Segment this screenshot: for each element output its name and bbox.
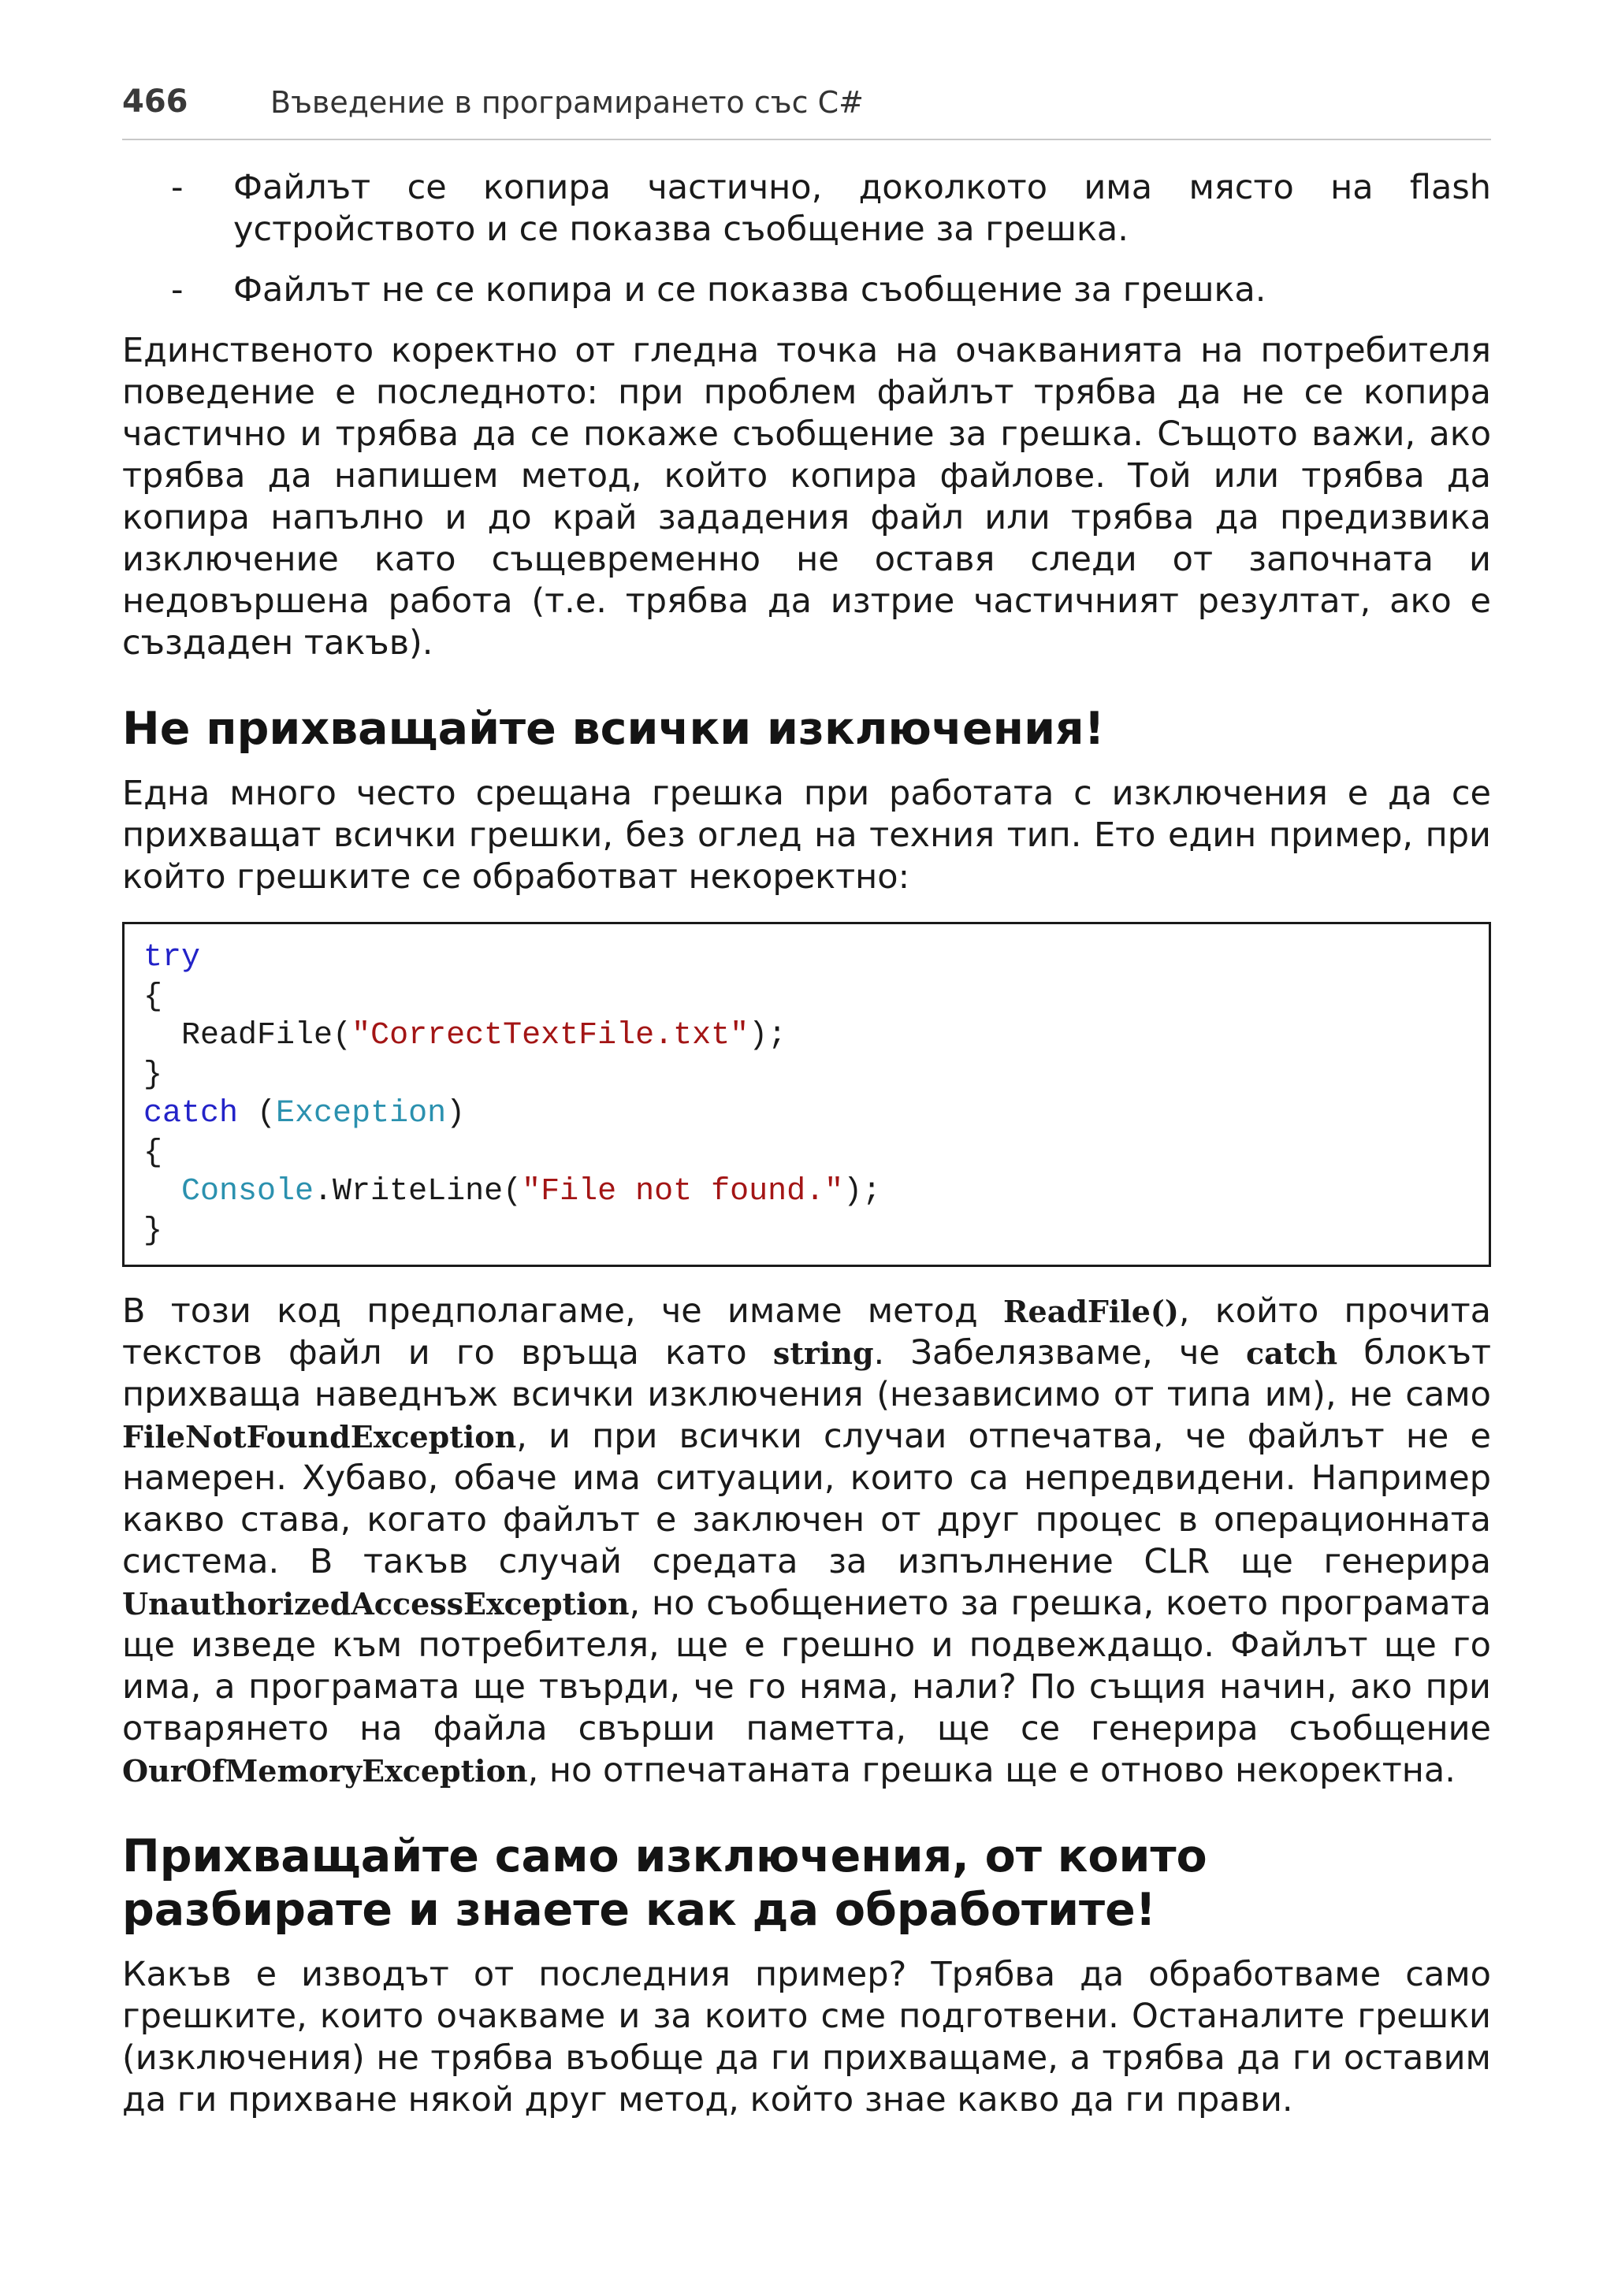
heading-dont-catch-all: Не прихващайте всички изключения! [122, 703, 1105, 755]
code-punct: ( [238, 1096, 277, 1131]
code-call: .WriteLine( [314, 1174, 523, 1209]
page-content [122, 167, 1491, 2121]
code-indent [143, 1018, 181, 1053]
paragraph-common-mistake: Една много често срещана грешка при работата с изключения е да се прихващат всички грешки, без оглед на техния тип. Ето един пример, при който грешките се обработват некоректно: [122, 774, 1491, 897]
dash-list [122, 167, 1491, 311]
text-run: , който прочита текстов файл и го връща като [122, 1291, 1491, 1373]
page-number: 466 [122, 84, 188, 120]
code-brace: } [143, 1213, 163, 1249]
code-punct: ); [843, 1174, 882, 1209]
list-item-text: Файлът не се копира и се показва съобщение за грешка. [233, 270, 1266, 310]
code-type: Console [181, 1174, 314, 1209]
paragraph-code-explanation [122, 1291, 1491, 1792]
inline-code: OurOfMemoryException [122, 1753, 528, 1789]
code-brace: { [143, 979, 163, 1015]
code-line [143, 1212, 1489, 1251]
code-line [143, 938, 1489, 978]
dash-marker: - [171, 270, 184, 310]
inline-code: catch [1246, 1336, 1338, 1371]
book-title: Въведение в програмирането със C# [270, 85, 864, 120]
list-item-text: Файлът се копира частично, доколкото има място на flash устройството и се показва съобщение за грешка. [233, 168, 1491, 249]
code-block [122, 922, 1491, 1267]
text-run: . Забелязваме, че [873, 1333, 1247, 1373]
code-brace: } [143, 1057, 163, 1093]
heading-catch-only-known: Прихващайте само изключения, от които разбирате и знаете как да обработите! [122, 1830, 1207, 1936]
code-keyword: catch [143, 1096, 239, 1131]
paragraph-expected-behavior: Единственото коректно от гледна точка на очакванията на потребителя поведение е последното: при проблем файлът трябва да не се копира частично и трябва да се покаже съобщение за грешка. Същото важи, ако трябва да напишем метод, който копира файлове. Той или трябва да копира напълно и до край зададения файл или трябва да предизвика изключение като същевременно не оставя следи от започната и недовършена работа (т.е. трябва да изтрие частичният резултат, ако е създаден такъв). [122, 331, 1491, 663]
code-line [143, 1016, 1489, 1056]
code-line [143, 1134, 1489, 1173]
code-string: "File not found." [522, 1174, 844, 1209]
text-run: В този код предполагаме, че имаме метод [122, 1291, 1003, 1331]
inline-code: FileNotFoundException [122, 1419, 517, 1455]
list-item [122, 269, 1491, 311]
text-run: блокът прихваща наведнъж всички изключения (независимо от типа им), не само [122, 1333, 1491, 1414]
code-string: "CorrectTextFile.txt" [351, 1018, 749, 1053]
paragraph-conclusion: Какъв е изводът от последния пример? Трябва да обработваме само грешките, които очакваме и за които сме подготвени. Останалите грешки (изключения) не трябва въобще да ги прихващаме, а трябва да ги оставим да ги прихване някой друг метод, който знае какво да ги прави. [122, 1955, 1491, 2120]
text-run: , но отпечатаната грешка ще е отново некоректна. [527, 1751, 1456, 1790]
code-punct: ) [446, 1096, 466, 1131]
text-run: , но съобщението за грешка, което програмата ще изведе към потребителя, ще е грешно и подвеждащо. Файлът ще го има, а програмата ще твърди, че го няма, нали? По същия начин, ако при отварянето на файла свърши паметта, ще се генерира съобщение [122, 1584, 1491, 1748]
code-line [143, 1172, 1489, 1212]
code-line [143, 1056, 1489, 1095]
inline-code: string [772, 1336, 874, 1371]
code-line [143, 978, 1489, 1017]
code-call: ReadFile( [181, 1018, 352, 1053]
text-run: , и при всички случаи отпечатва, че файлът не е намерен. Хубаво, обаче има ситуации, които са непредвидени. Например какво става, когато файлът е заключен от друг процес в операционната система. В такъв случай средата за изпълнение CLR ще генерира [122, 1417, 1491, 1581]
inline-code: ReadFile() [1002, 1294, 1179, 1329]
inline-code: UnauthorizedAccessException [122, 1586, 630, 1622]
page-header [122, 79, 1491, 140]
code-punct: ); [749, 1018, 787, 1053]
code-type: Exception [276, 1096, 447, 1131]
code-indent [143, 1174, 181, 1209]
dash-marker: - [171, 168, 184, 207]
list-item [122, 167, 1491, 251]
code-line [143, 1094, 1489, 1134]
code-brace: { [143, 1135, 163, 1171]
code-keyword: try [143, 940, 201, 975]
